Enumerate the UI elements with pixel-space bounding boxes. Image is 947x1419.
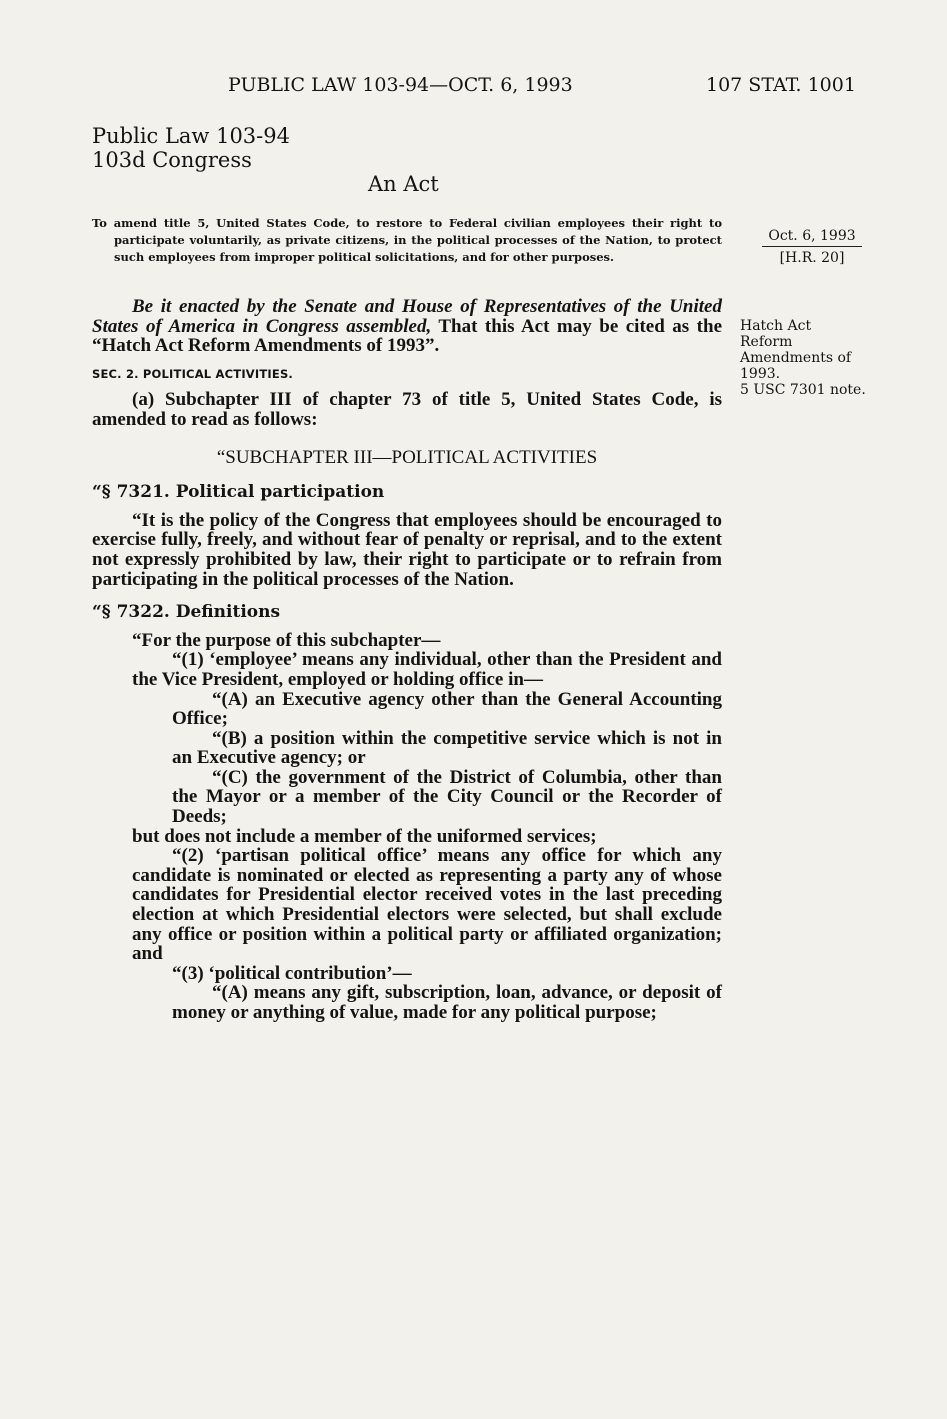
margin-short-title: Hatch Act Reform Amendments of 1993.	[740, 318, 852, 382]
act-title: An Act	[368, 172, 439, 196]
purpose-text: To amend title 5, United States Code, to restore to Federal civilian employees their right to participate voluntarily, as private citizens, in the political processes of the Nation, to protect such employees from improper political solicitations, and for other purposes.	[92, 216, 722, 264]
subchapter-heading: “SUBCHAPTER III—POLITICAL ACTIVITIES	[216, 446, 598, 468]
enacting-clause	[92, 297, 722, 356]
enacting-rest: That this Act may be cited as the “Hatch Act Reform Amendments of 1993”.	[92, 315, 723, 357]
margin-date-block	[762, 228, 862, 266]
section-7321-text: “It is the policy of the Congress that employees should be encouraged to exercise fully, freely, and without fear of penalty or reprisal, and to the extent not expressly prohibited by law, their right to participate or to refrain from participating in the political processes of the Nation.	[92, 509, 722, 590]
definition-3: “(3) ‘political contribution’—	[172, 962, 412, 984]
stat-citation: 107 STAT. 1001	[706, 74, 856, 96]
margin-rule	[762, 246, 862, 247]
section-heading: SEC. 2. POLITICAL ACTIVITIES.	[92, 366, 294, 381]
definition-1: “(1) ‘employee’ means any individual, other than the President and the Vice President, employed or holding office in—	[132, 649, 722, 690]
definition-1C: “(C) the government of the District of Columbia, other than the Mayor or a member of the City Council or the Recorder of Deeds;	[172, 766, 722, 828]
definition-1A: “(A) an Executive agency other than the General Accounting Office;	[172, 688, 722, 730]
running-head: PUBLIC LAW 103-94—OCT. 6, 1993	[228, 74, 573, 96]
definition-3A: “(A) means any gift, subscription, loan, advance, or deposit of money or anything of value, made for any political purpose;	[172, 982, 722, 1023]
law-body	[92, 297, 722, 1023]
margin-note-block	[740, 318, 870, 398]
definition-1-tail: but does not include a member of the uniformed services;	[132, 825, 597, 847]
margin-date: Oct. 6, 1993	[768, 228, 856, 244]
definitions-intro: “For the purpose of this subchapter—	[132, 629, 441, 651]
congress-number: 103d Congress	[92, 148, 252, 172]
margin-bill-number: [H.R. 20]	[779, 250, 845, 266]
section-7321-title: “§ 7321. Political participation	[92, 482, 385, 503]
definition-1B: “(B) a position within the competitive service which is not in an Executive agency; or	[172, 727, 722, 769]
amendment-instruction: (a) Subchapter III of chapter 73 of title 5, United States Code, is amended to read as follows:	[92, 389, 722, 430]
margin-usc-note: 5 USC 7301 note.	[740, 382, 866, 398]
section-7322-title: “§ 7322. Definitions	[92, 602, 281, 623]
definition-2: “(2) ‘partisan political office’ means any office for which any candidate is nominated or elected as representing a party any of whose candidates for Presidential elector received votes in the last preceding election at which Presidential electors were selected, but shall exclude any office or position within a political party or affiliated organization; and	[132, 845, 722, 965]
public-law-number: Public Law 103-94	[92, 124, 290, 148]
enacting-italic: Be it enacted by the Senate and House of Representatives of the United States of America in Congress assembled,	[92, 296, 722, 337]
purpose-clause	[92, 215, 722, 266]
